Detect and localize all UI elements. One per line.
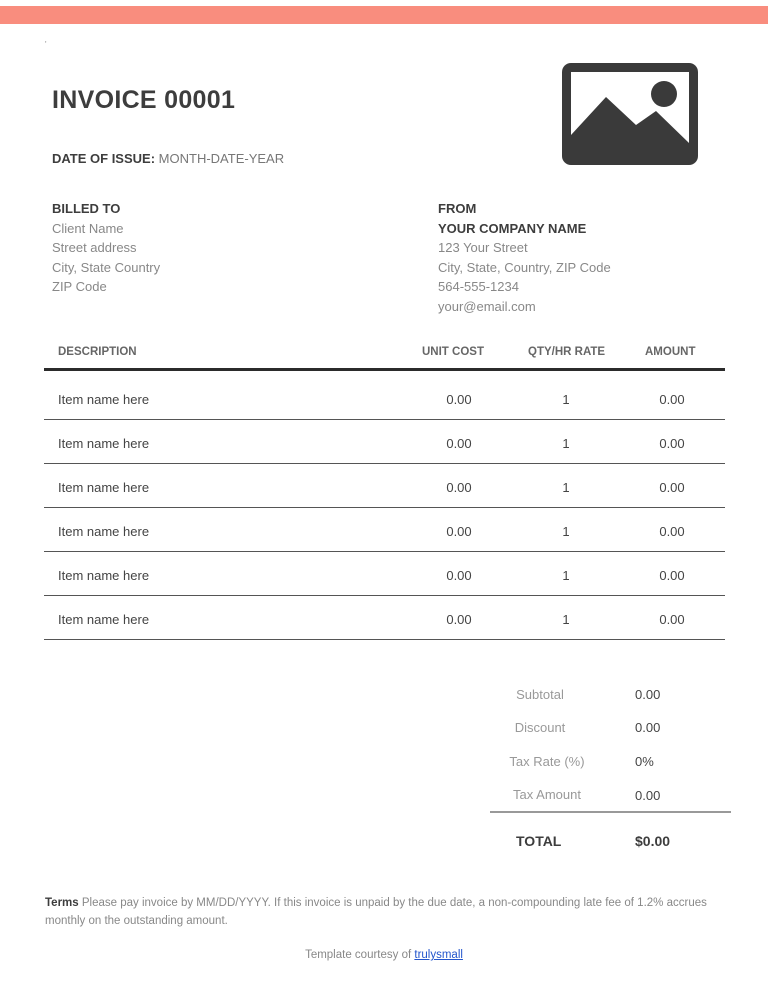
image-placeholder-icon[interactable] xyxy=(562,63,698,165)
item-unit-cost: 0.00 xyxy=(446,436,472,451)
company-name: YOUR COMPANY NAME xyxy=(438,220,587,236)
date-of-issue-value: MONTH-DATE-YEAR xyxy=(158,151,285,166)
item-amount: 0.00 xyxy=(659,480,685,495)
col-qty-rate: QTY/HR RATE xyxy=(528,346,606,358)
item-unit-cost: 0.00 xyxy=(446,568,472,583)
client-city: City, State Country xyxy=(52,259,161,275)
header-divider xyxy=(44,368,725,371)
item-description: Item name here xyxy=(58,568,150,583)
trulysmall-link[interactable]: trulysmall xyxy=(414,949,463,961)
accent-bar xyxy=(0,6,768,24)
item-description: Item name here xyxy=(58,480,150,495)
tax-rate-label: Tax Rate (%) xyxy=(509,754,585,769)
terms-text: Please pay invoice by MM/DD/YYYY. If this invoice is unpaid by the due date, a non-compounding late fee of 1.2% accrues monthly on the outstanding amount. xyxy=(45,897,707,927)
item-description: Item name here xyxy=(58,436,150,451)
item-qty: 1 xyxy=(562,436,570,451)
subtotal-label: Subtotal xyxy=(516,687,564,702)
billed-to-block xyxy=(52,199,160,297)
from-block xyxy=(438,199,611,316)
table-header xyxy=(44,338,724,368)
item-amount: 0.00 xyxy=(659,436,685,451)
item-description: Item name here xyxy=(58,392,150,407)
footer xyxy=(0,949,768,961)
total-label: TOTAL xyxy=(516,833,562,849)
billed-to-heading: BILLED TO xyxy=(52,201,121,216)
item-description: Item name here xyxy=(58,612,150,627)
footer-text: Template courtesy of xyxy=(305,949,412,961)
item-amount: 0.00 xyxy=(659,392,685,407)
col-amount: AMOUNT xyxy=(645,346,696,358)
item-qty: 1 xyxy=(562,480,570,495)
tax-rate-value: 0% xyxy=(635,754,654,769)
item-amount: 0.00 xyxy=(659,612,685,627)
table-row xyxy=(44,419,725,464)
table-row xyxy=(44,595,725,640)
item-amount: 0.00 xyxy=(659,568,685,583)
item-unit-cost: 0.00 xyxy=(446,524,472,539)
item-amount: 0.00 xyxy=(659,524,685,539)
item-qty: 1 xyxy=(562,392,570,407)
from-heading: FROM xyxy=(438,201,477,216)
client-name: Client Name xyxy=(52,220,124,236)
tax-amount-value: 0.00 xyxy=(635,788,661,803)
item-qty: 1 xyxy=(562,568,570,583)
discount-value: 0.00 xyxy=(635,720,661,735)
tax-amount-label: Tax Amount xyxy=(513,787,581,802)
client-zip: ZIP Code xyxy=(52,279,107,294)
item-unit-cost: 0.00 xyxy=(446,392,472,407)
table-row xyxy=(44,507,725,552)
discount-label: Discount xyxy=(514,720,566,735)
item-qty: 1 xyxy=(562,524,570,539)
item-qty: 1 xyxy=(562,612,570,627)
date-of-issue xyxy=(52,151,284,166)
subtotal-value: 0.00 xyxy=(635,687,661,702)
item-description: Item name here xyxy=(58,524,150,539)
table-row xyxy=(44,551,725,596)
client-street: Street address xyxy=(52,240,137,255)
company-city: City, State, Country, ZIP Code xyxy=(438,259,611,275)
table-row xyxy=(44,375,725,420)
table-row xyxy=(44,463,725,508)
terms-note xyxy=(45,895,735,930)
totals-divider xyxy=(490,811,731,813)
company-email: your@email.com xyxy=(438,298,536,314)
col-unit-cost: UNIT COST xyxy=(422,346,484,358)
col-description: DESCRIPTION xyxy=(58,346,137,358)
company-street: 123 Your Street xyxy=(438,240,528,255)
invoice-title: INVOICE 00001 xyxy=(52,86,236,114)
item-unit-cost: 0.00 xyxy=(446,612,472,627)
item-unit-cost: 0.00 xyxy=(446,480,472,495)
date-of-issue-label: DATE OF ISSUE: xyxy=(52,151,156,166)
terms-label: Terms xyxy=(45,897,79,909)
company-phone: 564-555-1234 xyxy=(438,279,519,294)
total-value: $0.00 xyxy=(635,833,671,849)
stray-mark: ' xyxy=(45,40,47,49)
